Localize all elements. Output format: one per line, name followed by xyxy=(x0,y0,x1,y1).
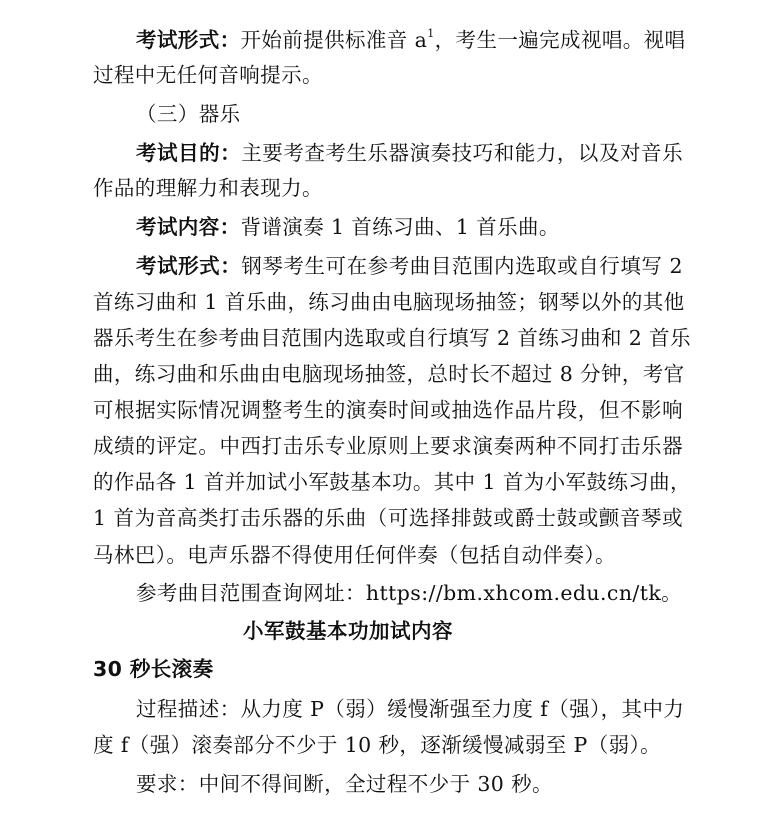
process-line1: 过程描述：从力度 P（弱）缓慢渐强至力度 f（强），其中力 xyxy=(136,697,685,721)
exam-purpose-line2: 作品的理解力和表现力。 xyxy=(93,176,323,200)
exam-purpose-line1 xyxy=(136,140,683,166)
exam-format-2-body-line: 器乐考生在参考曲目范围内选取或自行填写 2 首练习曲和 2 首乐 xyxy=(93,326,691,350)
exam-format-2-text: 钢琴考生可在参考曲目范围内选取或自行填写 2 xyxy=(241,254,683,278)
exam-purpose-label: 考试目的： xyxy=(136,141,242,165)
exam-format-1-text-post: ，考生一遍完成视唱。视唱 xyxy=(434,28,686,52)
reference-url-line: 参考曲目范围查询网址：https://bm.xhcom.edu.cn/tk。 xyxy=(136,581,683,605)
exam-format-2-body-line: 曲，练习曲和乐曲由电脑现场抽签，总时长不超过 8 分钟，考官 xyxy=(93,362,685,386)
instrument-section-heading: （三）器乐 xyxy=(136,102,241,126)
pitch-superscript: 1 xyxy=(427,27,435,40)
exam-format-2-body-line: 可根据实际情况调整考生的演奏时间或抽选作品片段，但不影响 xyxy=(93,398,683,422)
exam-format-2-last-line: 马林巴）。电声乐器不得使用任何伴奏（包括自动伴奏）。 xyxy=(93,543,616,567)
exam-format-2-body-line: 的作品各 1 首并加试小军鼓基本功。其中 1 首为小军鼓练习曲， xyxy=(93,470,691,494)
exam-format-2-body-line: 成绩的评定。中西打击乐专业原则上要求演奏两种不同打击乐器 xyxy=(93,434,683,458)
snare-drum-heading: 小军鼓基本功加试内容 xyxy=(243,619,453,643)
exam-format-2-line1 xyxy=(136,253,683,279)
exam-format-2-body-line: 首练习曲和 1 首乐曲，练习曲由电脑现场抽签；钢琴以外的其他 xyxy=(93,290,685,314)
exam-format-2-label: 考试形式： xyxy=(136,254,242,278)
exam-format-2-body-line: 1 首为音高类打击乐器的乐曲（可选择排鼓或爵士鼓或颤音琴或 xyxy=(93,506,683,530)
exam-content-text: 背谱演奏 1 首练习曲、1 首乐曲。 xyxy=(240,215,560,239)
exam-format-1-label: 考试形式： xyxy=(136,28,241,52)
exam-purpose-text: 主要考查考生乐器演奏技巧和能力，以及对音乐 xyxy=(241,141,683,165)
requirement-line: 要求：中间不得间断，全过程不少于 30 秒。 xyxy=(136,772,553,796)
exam-format-1-line2: 过程中无任何音响提示。 xyxy=(93,63,323,87)
exam-format-1-text-pre: 开始前提供标准音 a xyxy=(240,28,428,52)
roll-title: 30 秒长滚奏 xyxy=(93,657,214,681)
exam-format-1-line1 xyxy=(136,27,686,53)
process-line2: 度 f（强）滚奏部分不少于 10 秒，逐渐缓慢减弱至 P（弱）。 xyxy=(93,733,662,757)
exam-content-line xyxy=(136,214,560,240)
exam-content-label: 考试内容： xyxy=(136,215,241,239)
